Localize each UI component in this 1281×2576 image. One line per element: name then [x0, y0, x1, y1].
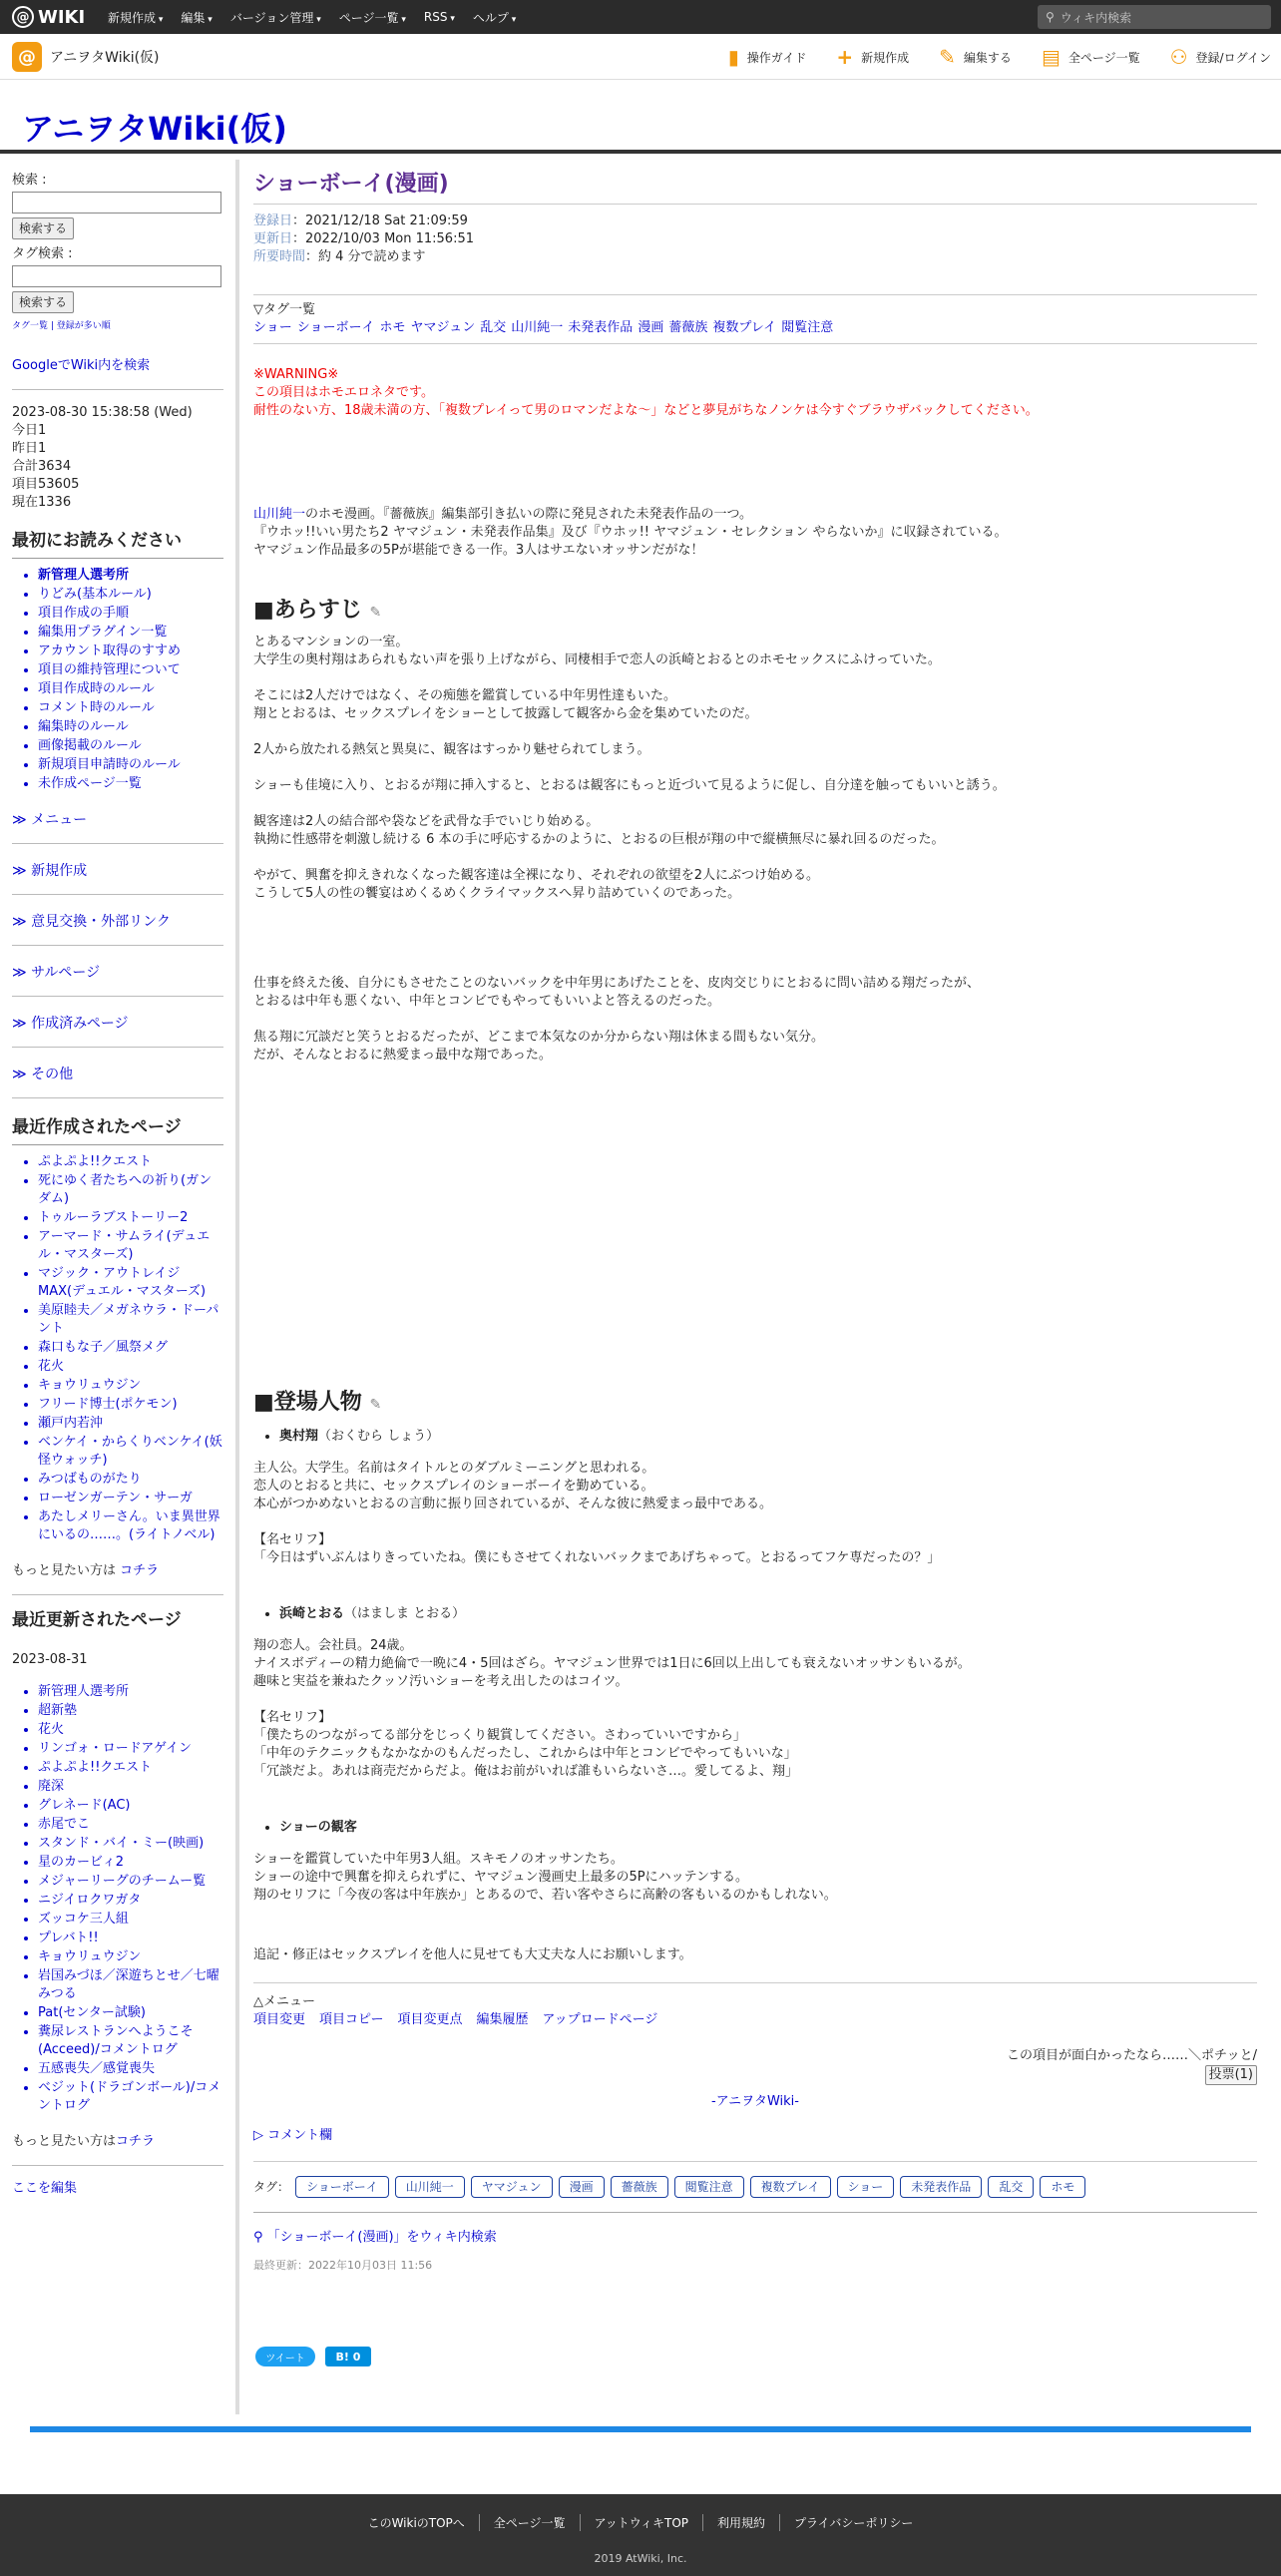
top-menu-item[interactable]: バージョン管理 ▾ — [230, 9, 321, 26]
inline-tag[interactable]: 漫画 — [638, 320, 664, 335]
inline-tags — [253, 319, 1257, 337]
recent-updated-item[interactable]: • 花火 — [38, 1721, 223, 1739]
recent-created-item[interactable]: • フリード博士(ポケモン) — [38, 1396, 223, 1414]
menu-links — [253, 2011, 1257, 2029]
character-line: 「僕たちのつながってる部分をじっくり観賞してください。さわっていいですから」 — [253, 1728, 746, 1743]
tag-chip[interactable]: ホモ — [1040, 2176, 1085, 2198]
footer-link[interactable]: このWikiのTOPへ — [354, 2514, 480, 2531]
synopsis-line — [253, 669, 1257, 687]
character-line: 主人公。大学生。名前はタイトルとのダブルミーニングと思われる。 — [253, 1461, 655, 1476]
must-read-heading: 最初にお読みください — [12, 530, 223, 559]
recent-updated-item[interactable]: • リンゴォ・ロードアゲイン — [38, 1740, 223, 1758]
sidebar-section-link[interactable]: ≫ メニュー — [12, 811, 223, 844]
synopsis-line: やがて、興奮を抑えきれなくなった観客達は全裸になり、それぞれの欲望を2人にぶつけ始める。 — [253, 868, 820, 883]
count-line: 今日1 — [12, 423, 47, 438]
character-name: ショーの観客 — [279, 1820, 357, 1835]
recent-updated-item[interactable]: • 糞尿レストランへようこそ(Acceed)/コメントログ — [38, 2023, 223, 2059]
warning-line: 耐性のない方、18歳未満の方、「複数プレイって男のロマンだよな〜」などと夢見がちなノンケは今すぐブラウザバックしてください。 — [253, 403, 1039, 418]
must-read-item[interactable]: • 項目作成時のルール — [38, 680, 223, 698]
tag-search-input[interactable] — [12, 265, 221, 287]
character-line: 「中年のテクニックもなかなかのもんだったし、これからは中年とコンビでやってもいいな」 — [253, 1746, 797, 1761]
tag-chip[interactable]: 漫画 — [559, 2176, 605, 2198]
recent-updated-item[interactable]: • ベジット(ドラゴンボール)/コメントログ — [38, 2079, 223, 2115]
vote-text: この項目が面白かったなら……＼ポチッと/ — [1007, 2048, 1257, 2063]
synopsis-line: そこには2人だけではなく、その痴態を鑑賞している中年男性達もいた。 — [253, 688, 677, 703]
tag-chip[interactable]: ショー — [837, 2176, 895, 2198]
character-list — [253, 1428, 1257, 1929]
characters-heading: ■登場人物 ✎ — [253, 1390, 382, 1415]
synopsis-line: 翔ととおるは、セックスプレイをショーとして披露して観客から金を集めていたのだ。 — [253, 706, 758, 721]
character-line: ショーの途中で興奮を抑えられずに、ヤマジュン漫画史上最多の5Pにハッテンする。 — [253, 1870, 748, 1885]
recent-created-list — [12, 1153, 223, 1544]
recent-updated-item[interactable]: • 五感喪失／感覚喪失 — [38, 2060, 223, 2078]
inline-tag[interactable]: ショーボーイ — [296, 320, 375, 335]
datetime: 2023-08-30 15:38:58 (Wed) — [12, 405, 193, 420]
sidebar-border — [235, 160, 239, 2414]
must-read-item[interactable]: • 画像掲載のルール — [38, 737, 223, 755]
recent-updated-list — [12, 1683, 223, 2115]
all-pages-link[interactable]: ▤ 全ページ一覧 — [1041, 45, 1140, 69]
tag-box — [253, 294, 1257, 344]
login-link[interactable]: ⚇ 登録/ログイン — [1169, 45, 1271, 69]
document-icon: ▤ — [1041, 45, 1061, 69]
character-line — [253, 1691, 1257, 1709]
synopsis-line: 仕事を終えた後、自分にもさせたことのないバックを中年男にあげたことを、皮肉交じりにとおるに問い詰める翔だったが、 — [253, 976, 981, 991]
recent-updated-item[interactable]: • キョウリュウジン — [38, 1948, 223, 1966]
character-line: ナイスボディーの精力絶倫で一晩に4・5回はざら。ヤマジュン世界では1日に6回以上出しても衰えないオッサンもいるが。 — [253, 1656, 971, 1671]
meta-key: 所要時間 — [253, 249, 306, 264]
meta-value: ：約 4 分で読めます — [305, 249, 426, 264]
recent-updated-item[interactable]: • ぷよぷよ!!クエスト — [38, 1759, 223, 1777]
synopsis-line — [253, 903, 1257, 921]
intro: 山川純一のホモ漫画。『薔薇族』編集部引き払いの際に発見された未発表作品の一つ。 『ウホッ!!いい男たち2 ヤマジュン・未発表作品集』及び『ウホッ!! ヤマジュン・セレクション やらないか』に収録されている。 ヤマジュン作品最多の5Pが堪能できる一作。3人はサエないオッサンだがな！ — [253, 507, 1008, 558]
recent-updated-item[interactable]: • 星のカービィ2 — [38, 1854, 223, 1872]
must-read-item[interactable]: • 未作成ページ一覧 — [38, 775, 223, 793]
recent-created-item[interactable]: • ベンケイ・からくりベンケイ(妖怪ウォッチ) — [38, 1434, 223, 1470]
synopsis-line: とあるマンションの一室。 — [253, 635, 409, 649]
tag-chip[interactable]: 薔薇族 — [611, 2176, 668, 2198]
character-entry — [253, 1605, 1257, 1805]
synopsis-line — [253, 759, 1257, 777]
at-icon: @ — [12, 6, 34, 28]
comment-link[interactable]: ▷ コメント欄 — [253, 2128, 333, 2143]
character-name-item — [279, 1605, 1257, 1623]
recent-updated-item[interactable]: • スタンド・バイ・ミー(映画) — [38, 1835, 223, 1853]
recent-created-item[interactable]: • ぷよぷよ!!クエスト — [38, 1153, 223, 1171]
tag-chip[interactable]: 未発表作品 — [900, 2176, 982, 2198]
author-link[interactable]: 山川純一 — [253, 507, 306, 522]
synopsis-line: ショーも佳境に入り、とおるが翔に挿入すると、とおるは観客にもっと近づいて見るように促し、自分達を触ってもいいと誘う。 — [253, 778, 1006, 793]
sidebar-section-link[interactable]: ≫ その他 — [12, 1066, 223, 1098]
meta-line — [253, 213, 1257, 230]
menu-link[interactable]: 項目変更点 — [397, 2012, 463, 2027]
must-read-item[interactable]: • 項目作成の手順 — [38, 605, 223, 623]
must-read-item[interactable]: • 新規項目申請時のルール — [38, 756, 223, 774]
inline-tag[interactable]: 未発表作品 — [568, 320, 634, 335]
recent-created-item[interactable]: • キョウリュウジン — [38, 1377, 223, 1395]
meta-value: ：2021/12/18 Sat 21:09:59 — [292, 214, 468, 228]
tag-chip[interactable]: 閲覧注意 — [674, 2176, 744, 2198]
must-read-item[interactable]: • アカウント取得のすすめ — [38, 643, 223, 660]
sidebar-section-link[interactable]: ≫ 新規作成 — [12, 862, 223, 895]
inline-tag[interactable]: 複数プレイ — [712, 320, 777, 335]
character-line: 「今日はずいぶんはりきっていたね。僕にもさせてくれないバックまであげちゃって。とおるってフケ専だったの？」 — [253, 1550, 941, 1565]
recent-updated-item[interactable]: • Pat(センター試験) — [38, 2004, 223, 2022]
character-line: 「冗談だよ。あれは商売だからだよ。俺はお前がいれば誰もいらないさ…。愛してるよ、翔」 — [253, 1764, 799, 1779]
character-line: 翔の恋人。会社員。24歳。 — [253, 1638, 413, 1653]
warning-block — [253, 366, 1257, 420]
character-line: 恋人のとおると共に、セックスプレイのショーボーイを勤めている。 — [253, 1479, 654, 1494]
sidebar-section-link[interactable]: ≫ サルページ — [12, 964, 223, 997]
top-menu — [108, 0, 516, 34]
user-add-icon: ⚇ — [1169, 45, 1188, 69]
access-counts — [12, 422, 223, 512]
character-line — [253, 1513, 1257, 1531]
recent-updated-item[interactable]: • 岩国みづほ／深遊ちとせ／七曜みつる — [38, 1967, 223, 2003]
synopsis-line — [253, 939, 1257, 957]
updated-date: 2023-08-31 — [12, 1652, 88, 1667]
synopsis-line: 観客達は2人の結合部や袋などを武骨な手でいじり始める。 — [253, 814, 600, 829]
new-page-link[interactable]: + 新規作成 — [836, 45, 910, 69]
recent-created-item[interactable]: • 瀬戸内若沖 — [38, 1415, 223, 1433]
search-label: 検索 : — [12, 173, 47, 188]
footer-accent-line — [30, 2426, 1251, 2432]
edit-here-link[interactable]: ここを編集 — [12, 2181, 78, 2196]
footer-links — [0, 2514, 1281, 2531]
must-read-item[interactable]: • りどみ(基本ルール) — [38, 586, 223, 604]
inline-tag[interactable]: ショー — [253, 320, 292, 335]
page-menu — [253, 1982, 1257, 2029]
inline-tag[interactable]: 閲覧注意 — [781, 320, 834, 335]
character-entry — [253, 1428, 1257, 1591]
recent-updated-item[interactable]: • 新管理人選考所 — [38, 1683, 223, 1701]
last-updated: 最終更新：2022年10月03日 11:56 — [253, 2259, 433, 2272]
synopsis-heading: ■あらすじ ✎ — [253, 598, 382, 623]
edit-pencil-icon[interactable]: ✎ — [369, 1397, 382, 1413]
tag-chip[interactable]: 山川純一 — [395, 2176, 465, 2198]
edit-pencil-icon[interactable]: ✎ — [369, 605, 382, 621]
search-icon: ⚲ — [253, 2230, 267, 2245]
recent-created-item[interactable]: • アーマード・サムライ(デュエル・マスターズ) — [38, 1228, 223, 1264]
must-read-item[interactable]: • コメント時のルール — [38, 699, 223, 717]
top-bar — [0, 0, 1281, 34]
count-line: 昨日1 — [12, 441, 47, 456]
synopsis-line: 焦る翔に冗談だと笑うとおるだったが、どこまで本気なのか分からない翔は休まる間もない気分。 — [253, 1030, 825, 1045]
synopsis-line: 大学生の奥村翔はあられもない声を張り上げながら、同棲相手で恋人の浜崎とおるとのホモセックスにふけっていた。 — [253, 652, 941, 667]
synopsis-line — [253, 921, 1257, 939]
synopsis-line — [253, 1011, 1257, 1029]
more-link-1: もっと見たい方は コチラ — [12, 1563, 160, 1578]
vote-area — [253, 2047, 1257, 2085]
recent-created-item[interactable]: • マジック・アウトレイジMAX(デュエル・マスターズ) — [38, 1265, 223, 1301]
inline-tag[interactable]: 乱交 — [480, 320, 507, 335]
top-menu-item[interactable]: 編集 ▾ — [181, 9, 212, 26]
tag-header[interactable]: ▽タグ一覧 — [253, 302, 315, 317]
warning-line: ※WARNING※ — [253, 367, 339, 382]
recent-created-item[interactable]: • みつばものがたり — [38, 1471, 223, 1489]
character-reading: （はましま とおる） — [344, 1606, 466, 1621]
tag-search-label: タグ検索 : — [12, 246, 73, 261]
wiki-search-box[interactable]: ⚲ ウィキ内検索 — [1038, 5, 1271, 29]
divider — [12, 2165, 223, 2166]
inline-tag[interactable]: 薔薇族 — [668, 320, 708, 335]
search-icon: ⚲ — [1046, 10, 1055, 24]
recent-updated-item[interactable]: • 廃深 — [38, 1778, 223, 1796]
meta-line — [253, 248, 1257, 266]
recent-created-item[interactable]: • あたしメリーさん。いま異世界にいるの……。(ライトノベル) — [38, 1508, 223, 1544]
recent-created-item[interactable]: • 森口もな子／風祭メグ — [38, 1339, 223, 1357]
recent-updated-item[interactable]: • メジャーリーグのチームー覧 — [38, 1873, 223, 1891]
divider — [12, 389, 223, 390]
sidebar-sections — [12, 811, 223, 1098]
must-read-item[interactable]: • 項目の維持管理について — [38, 661, 223, 679]
title-divider — [0, 150, 1281, 154]
social-buttons — [255, 2347, 371, 2366]
menu-link[interactable]: 項目変更 — [253, 2012, 306, 2027]
copyright: 2019 AtWiki, Inc. — [594, 2552, 687, 2565]
tag-chip[interactable]: 複数プレイ — [750, 2176, 831, 2198]
recent-updated-item[interactable]: • プレバト!! — [38, 1930, 223, 1947]
inline-tag[interactable]: ホモ — [379, 320, 406, 335]
recent-updated-item[interactable]: • 赤尾でこ — [38, 1816, 223, 1834]
top-menu-item[interactable]: ページ一覧 ▾ — [339, 9, 406, 26]
tag-list-link[interactable]: タグ一覧 | 登録が多い順 — [12, 321, 111, 331]
meta-key: 更新日 — [253, 231, 293, 246]
tag-chip[interactable]: 乱交 — [988, 2176, 1034, 2198]
character-line: 趣味と実益を兼ねたクッソ汚いショーを考え出したのはコイツ。 — [253, 1674, 629, 1689]
tag-chip[interactable]: ショーボーイ — [295, 2176, 389, 2198]
atwiki-logo[interactable]: @ WIKI — [12, 5, 85, 29]
character-name-list — [253, 1428, 1257, 1446]
spacer — [253, 1781, 1257, 1805]
recent-updated-heading: 最近更新されたページ — [12, 1610, 182, 1630]
recent-created-item[interactable]: • 美原睦夫／メガネウラ・ドーパント — [38, 1302, 223, 1338]
main-content — [253, 162, 1257, 2275]
page-meta — [253, 213, 1257, 266]
tag-chips: タグ： ショーボーイ 山川純一 ヤマジュン 漫画 薔薇族 閲覧注意 複数プレイ ショー 未発表作品 乱交 ホモ — [253, 2161, 1257, 2213]
character-name: 奥村翔 — [279, 1429, 319, 1444]
google-search-link[interactable]: GoogleでWiki内を検索 — [12, 358, 151, 373]
synopsis-line — [253, 723, 1257, 741]
must-read-list — [12, 567, 223, 793]
character-reading: （おくむら しょう） — [318, 1429, 440, 1444]
character-line: 【名セリフ】 — [253, 1710, 332, 1725]
recent-updated-item[interactable]: • 超新塾 — [38, 1702, 223, 1720]
meta-key: 登録日 — [253, 214, 293, 228]
spacer — [253, 1567, 1257, 1591]
recent-updated-item[interactable]: • ズッコケ三人組 — [38, 1911, 223, 1929]
anion-wiki-link[interactable]: -アニヲタWiki- — [711, 2094, 799, 2109]
sidebar-section-link[interactable]: ≫ 作成済みページ — [12, 1015, 223, 1048]
synopsis-line — [253, 795, 1257, 813]
edit-link[interactable]: ✎ 編集する — [939, 45, 1012, 69]
closing-note: 追記・修正はセックスプレイを他人に見せても大丈夫な人にお願いします。 — [253, 1947, 692, 1962]
footer-link[interactable]: 全ページ一覧 — [480, 2514, 581, 2531]
sidebar-section-link[interactable]: ≫ 意見交換・外部リンク — [12, 913, 223, 946]
tag-chip[interactable]: ヤマジュン — [471, 2176, 553, 2198]
must-read-item[interactable]: • 編集用プラグイン一覧 — [38, 624, 223, 642]
sidebar-search-input[interactable] — [12, 192, 221, 214]
character-line: 本心がつかめないとおるの言動に振り回されているが、そんな彼に熱愛まっ最中である。 — [253, 1497, 773, 1511]
menu-link[interactable]: 項目コピー — [319, 2012, 384, 2027]
recent-created-item[interactable]: • 死にゆく者たちへの祈り(ガンダム) — [38, 1172, 223, 1208]
must-read-item[interactable]: • 新管理人選考所 — [38, 567, 223, 585]
must-read-item[interactable]: • 編集時のルール — [38, 718, 223, 736]
footer — [0, 2494, 1281, 2576]
footer-link[interactable]: プライバシーポリシー — [794, 2516, 914, 2530]
more-link-2: もっと見たい方はコチラ — [12, 2134, 156, 2149]
sidebar — [0, 160, 235, 2494]
synopsis-line — [253, 957, 1257, 975]
vote-button[interactable]: 投票(1) — [1205, 2065, 1257, 2085]
synopsis-line: こうして5人の性の饗宴はめくるめくクライマックスへ昇り詰めていくのであった。 — [253, 886, 741, 901]
hatena-button[interactable]: B! 0 — [325, 2347, 371, 2366]
wiki-bar — [0, 34, 1281, 80]
wiki-name[interactable]: @ アニヲタWiki(仮) — [12, 42, 160, 72]
synopsis-line: 執拗に性感帯を刺激し続ける 6 本の手に呼応するかのように、とおるの巨根が翔の中で縦横無尽に暴れ回るのだった。 — [253, 832, 945, 847]
character-name-item — [279, 1428, 1257, 1446]
top-menu-item[interactable]: RSS ▾ — [424, 10, 455, 24]
character-name-item — [279, 1819, 1257, 1837]
menu-label[interactable]: △メニュー — [253, 1994, 315, 2009]
spacer — [253, 1905, 1257, 1929]
character-line: ショーを鑑賞していた中年男3人組。スキモノのオッサンたち。 — [253, 1852, 624, 1867]
inline-tag[interactable]: 山川純一 — [511, 320, 564, 335]
top-menu-item[interactable]: ヘルプ ▾ — [473, 9, 516, 26]
menu-link[interactable]: アップロードページ — [542, 2012, 658, 2027]
synopsis-line — [253, 849, 1257, 867]
synopsis-line: 2人から放たれる熱気と異臭に、観客はすっかり魅せられてしまう。 — [253, 742, 650, 757]
count-line: 項目53605 — [12, 477, 80, 492]
character-entry — [253, 1819, 1257, 1929]
tag-search-button[interactable]: 検索する — [12, 291, 74, 313]
recent-created-item[interactable]: • 花火 — [38, 1358, 223, 1376]
search-button[interactable]: 検索する — [12, 217, 74, 239]
synopsis-text — [253, 634, 1257, 1065]
synopsis-line: とおるは中年も悪くない、中年とコンビでもやってもいいよと答えるのだった。 — [253, 994, 721, 1009]
page-title: ショーボーイ(漫画) — [253, 162, 1257, 205]
menu-link[interactable]: 編集履歴 — [476, 2012, 529, 2027]
recent-created-heading: 最近作成されたページ — [12, 1116, 223, 1145]
recent-updated-item[interactable]: • ニジイロクワガタ — [38, 1892, 223, 1910]
meta-value: ：2022/10/03 Mon 11:56:51 — [292, 231, 475, 246]
top-menu-item[interactable]: 新規作成 ▾ — [108, 9, 163, 26]
footer-link[interactable]: アットウィキTOP — [581, 2514, 703, 2531]
character-name: 浜崎とおる — [279, 1606, 345, 1621]
guide-link[interactable]: ▮ 操作ガイド — [727, 45, 807, 69]
recent-created-item[interactable]: • トゥルーラブストーリー2 — [38, 1209, 223, 1227]
recent-updated-item[interactable]: • グレネード(AC) — [38, 1797, 223, 1815]
footer-link[interactable]: 利用規約 — [703, 2514, 780, 2531]
meta-line — [253, 230, 1257, 248]
inline-tag[interactable]: ヤマジュン — [410, 320, 476, 335]
pencil-icon: ✎ — [939, 45, 956, 69]
character-line: 【名セリフ】 — [253, 1532, 332, 1547]
plus-icon: + — [836, 45, 854, 69]
character-name-list — [253, 1819, 1257, 1837]
wiki-search-link[interactable]: ⚲ 「ショーボーイ(漫画)」をウィキ内検索 — [253, 2230, 497, 2245]
site-title[interactable]: アニヲタWiki(仮) — [22, 110, 287, 148]
count-line: 合計3634 — [12, 459, 72, 474]
warning-line: この項目はホモエロネタです。 — [253, 385, 434, 400]
tool-links — [728, 34, 1271, 80]
book-icon: ▮ — [727, 45, 739, 69]
wiki-logo-icon: @ — [12, 42, 42, 72]
character-line: 翔のセリフに「今夜の客は中年族か」とあるので、若い客やさらに高齢の客もいるのかもしれない。 — [253, 1888, 837, 1903]
divider — [12, 1594, 223, 1595]
character-name-list — [253, 1605, 1257, 1623]
recent-created-item[interactable]: • ローゼンガーテン・サーガ — [38, 1490, 223, 1507]
count-line: 現在1336 — [12, 495, 72, 510]
tweet-button[interactable]: ツイート — [255, 2347, 315, 2366]
synopsis-line: だが、そんなとおるに熱愛まっ最中な翔であった。 — [253, 1048, 552, 1063]
